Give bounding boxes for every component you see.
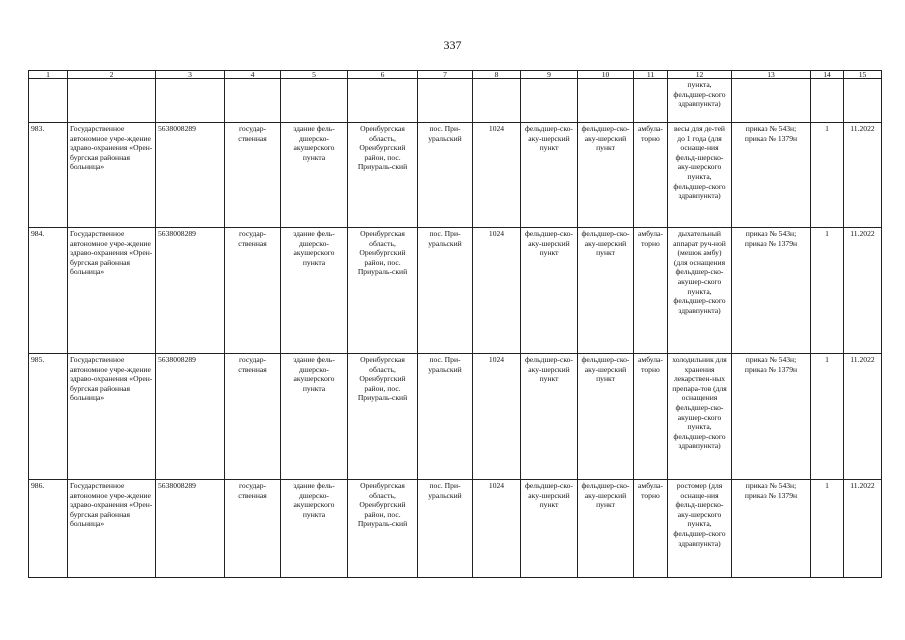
address-cell: Оренбургская область, Оренбургский район, пос. Приураль-ский [348,480,418,578]
address-cell: Оренбургская область, Оренбургский район, пос. Приураль-ский [348,123,418,228]
table-header [29,71,882,79]
column-header: 8 [473,71,521,79]
facility-cell: фельдшер-ско-аку-шерский пункт [521,123,578,228]
table-row [29,354,882,480]
facility-type-cell: фельдшер-ско-аку-шерский пункт [578,480,634,578]
care-type-cell: амбула-торно [634,123,668,228]
settlement-cell: пос. При-уральский [418,123,473,228]
care-type-cell: амбула-торно [634,228,668,354]
facility-type-cell: фельдшер-ско-аку-шерский пункт [578,228,634,354]
ownership-cell: государ-ственная [225,354,281,480]
column-header: 4 [225,71,281,79]
column-header: 14 [811,71,844,79]
equipment-cell: пункта, фельдшер-ского здравпункта) [668,79,732,123]
ownership-cell: государ-ственная [225,228,281,354]
page-number: 337 [443,38,462,52]
population-cell: 1024 [473,480,521,578]
order-cell: приказ № 543н; приказ № 1379н [732,123,811,228]
building-cell: здание фель-дшерско-акушерского пункта [281,228,348,354]
column-header: 7 [418,71,473,79]
row-number-cell: 985. [29,354,68,480]
quantity-cell: 1 [811,228,844,354]
date-cell: 11.2022 [844,480,882,578]
facility-cell: фельдшер-ско-аку-шерский пункт [521,354,578,480]
table-row [29,228,882,354]
equipment-table-container [28,70,882,578]
quantity-cell: 1 [811,480,844,578]
population-cell: 1024 [473,123,521,228]
population-cell: 1024 [473,354,521,480]
quantity-cell: 1 [811,354,844,480]
column-header: 13 [732,71,811,79]
table-row [29,123,882,228]
table-row [29,480,882,578]
organization-cell: Государственное автономное учре-ждение здраво-охранения «Орен-бургская районная больница» [68,480,156,578]
order-cell: приказ № 543н; приказ № 1379н [732,354,811,480]
building-cell: здание фель-дшерско-акушерского пункта [281,354,348,480]
inn-cell: 5638008289 [156,228,225,354]
order-cell: приказ № 543н; приказ № 1379н [732,228,811,354]
column-header: 12 [668,71,732,79]
date-cell: 11.2022 [844,228,882,354]
row-number-cell: 984. [29,228,68,354]
ownership-cell: государ-ственная [225,480,281,578]
equipment-cell: ростомер (для оснаще-ния фельд-шерско-аку-шерского пункта, фельдшер-ского здравпункта) [668,480,732,578]
inn-cell: 5638008289 [156,480,225,578]
column-header: 11 [634,71,668,79]
order-cell: приказ № 543н; приказ № 1379н [732,480,811,578]
organization-cell: Государственное автономное учре-ждение здраво-охранения «Орен-бургская районная больница» [68,354,156,480]
building-cell: здание фель-дшерско-акушерского пункта [281,480,348,578]
building-cell: здание фель-дшерско-акушерского пункта [281,123,348,228]
column-header: 5 [281,71,348,79]
row-number-cell: 983. [29,123,68,228]
inn-cell: 5638008289 [156,123,225,228]
care-type-cell: амбула-торно [634,480,668,578]
settlement-cell: пос. При-уральский [418,354,473,480]
facility-cell: фельдшер-ско-аку-шерский пункт [521,228,578,354]
row-number-cell: 986. [29,480,68,578]
facility-type-cell: фельдшер-ско-аку-шерский пункт [578,123,634,228]
equipment-cell: весы для де-тей до 1 года (для оснаще-ния фельд-шерско-аку-шерского пункта, фельдшер-ского здравпункта) [668,123,732,228]
quantity-cell: 1 [811,123,844,228]
column-header: 1 [29,71,68,79]
equipment-cell: дыхательный аппарат руч-ной (мешок амбу) (для оснащения фельдшер-ско-акушер-ского пункта, фельдшер-ского здравпункта) [668,228,732,354]
address-cell: Оренбургская область, Оренбургский район, пос. Приураль-ский [348,228,418,354]
facility-cell: фельдшер-ско-аку-шерский пункт [521,480,578,578]
column-header: 2 [68,71,156,79]
organization-cell: Государственное автономное учре-ждение здраво-охранения «Орен-бургская районная больница» [68,228,156,354]
inn-cell: 5638008289 [156,354,225,480]
care-type-cell: амбула-торно [634,354,668,480]
ownership-cell: государ-ственная [225,123,281,228]
column-header: 10 [578,71,634,79]
address-cell: Оренбургская область, Оренбургский район, пос. Приураль-ский [348,354,418,480]
column-header: 6 [348,71,418,79]
equipment-table [28,70,882,578]
date-cell: 11.2022 [844,354,882,480]
organization-cell: Государственное автономное учре-ждение здраво-охранения «Орен-бургская районная больница» [68,123,156,228]
column-header: 15 [844,71,882,79]
table-row-continuation [29,79,882,123]
column-header: 3 [156,71,225,79]
date-cell: 11.2022 [844,123,882,228]
facility-type-cell: фельдшер-ско-аку-шерский пункт [578,354,634,480]
settlement-cell: пос. При-уральский [418,228,473,354]
settlement-cell: пос. При-уральский [418,480,473,578]
equipment-cell: холодильник для хранения лекарствен-ных препара-тов (для оснащения фельдшер-ско-акушер-ского пункта, фельдшер-ского здравпункта) [668,354,732,480]
population-cell: 1024 [473,228,521,354]
column-header: 9 [521,71,578,79]
